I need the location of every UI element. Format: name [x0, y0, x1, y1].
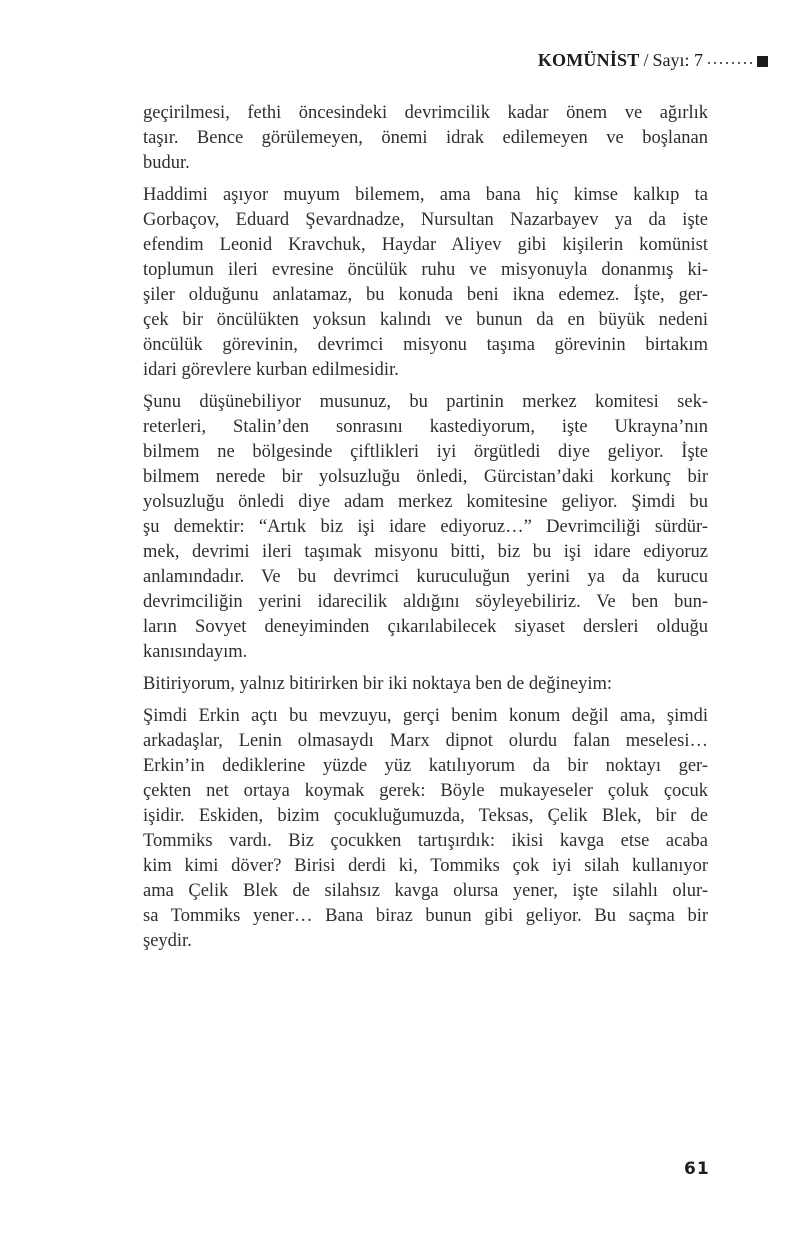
magazine-title: KOMÜNİST	[537, 50, 640, 70]
text-line: arkadaşlar, Lenin olmasaydı Marx dipnot olurdu falan meselesi…	[143, 731, 708, 751]
text-line: çek bir öncülükten yoksun kalındı ve bunun da en büyük nedeni	[143, 310, 708, 330]
text-line: şu demektir: “Artık biz işi idare ediyoruz…” Devrimciliği sürdür-	[143, 517, 708, 537]
text-line: şiler olduğunu anlatamaz, bu konuda beni ikna edemez. İşte, ger-	[143, 285, 708, 305]
text-line: kim kimi döver? Birisi derdi ki, Tommiks çok iyi silah kullanıyor	[143, 856, 708, 876]
text-line: devrimciliğin yerini idarecilik aldığını söyleyebiliriz. Ve ben bun-	[143, 592, 708, 612]
text-line: Şunu düşünebiliyor musunuz, bu partinin merkez komitesi sek-	[143, 392, 708, 412]
paragraph	[143, 101, 708, 176]
text-line: ların Sovyet deneyiminden çıkarılabilecek siyaset dersleri olduğu	[143, 617, 708, 637]
text-line: Şimdi Erkin açtı bu mevzuyu, gerçi benim konum değil ama, şimdi	[143, 706, 708, 726]
article-body	[143, 101, 708, 961]
text-line: taşır. Bence görülemeyen, önemi idrak edilemeyen ve boşlanan	[143, 128, 708, 148]
paragraph	[143, 704, 708, 954]
header-separator: /	[643, 50, 649, 70]
text-line: işidir. Eskiden, bizim çocukluğumuzda, Teksas, Çelik Blek, bir de	[143, 806, 708, 826]
text-line: toplumun ileri evresine öncülük ruhu ve misyonuyla donanmış ki-	[143, 260, 708, 280]
text-line: çekten net ortaya koymak gerek: Böyle mukayeseler çoluk çocuk	[143, 781, 708, 801]
text-line: bilmem nerede bir yolsuzluğu önledi, Gürcistan’daki korkunç bir	[143, 467, 708, 487]
text-line: mek, devrimi ileri taşımak misyonu bitti, biz bu işi idare ediyoruz	[143, 542, 708, 562]
text-line: budur.	[143, 153, 190, 173]
text-line: geçirilmesi, fethi öncesindeki devrimcilik kadar önem ve ağırlık	[143, 103, 708, 123]
issue-number-label: Sayı: 7	[652, 50, 703, 70]
text-line: efendim Leonid Kravchuk, Haydar Aliyev gibi kişilerin komünist	[143, 235, 708, 255]
text-line: şeydir.	[143, 931, 192, 951]
text-line: Erkin’in dediklerine yüzde yüz katılıyorum da bir noktayı ger-	[143, 756, 708, 776]
page-number: 61	[684, 1159, 710, 1179]
text-line: kanısındayım.	[143, 642, 248, 662]
text-line: Haddimi aşıyor muyum bilemem, ama bana hiç kimse kalkıp ta	[143, 185, 708, 205]
paragraph	[143, 183, 708, 383]
paragraph	[143, 672, 708, 697]
text-line: idari görevlere kurban edilmesidir.	[143, 360, 399, 380]
running-header	[538, 50, 768, 70]
text-line: Bitiriyorum, yalnız bitirirken bir iki noktaya ben de değineyim:	[143, 674, 613, 694]
text-line: bilmem ne bölgesinde çiftlikleri iyi örgütledi diye geliyor. İşte	[143, 442, 708, 462]
dotted-leader-rule	[708, 62, 754, 64]
text-line: ama Çelik Blek de silahsız kavga olursa yener, işte silahlı olur-	[143, 881, 708, 901]
text-line: öncülük görevinin, devrimci misyonu taşıma görevinin birtakım	[143, 335, 708, 355]
text-line: Tommiks vardı. Biz çocukken tartışırdık: ikisi kavga etse acaba	[143, 831, 708, 851]
text-line: Gorbaçov, Eduard Şevardnadze, Nursultan Nazarbayev ya da işte	[143, 210, 708, 230]
text-line: reterleri, Stalin’den sonrasını kastediyorum, işte Ukrayna’nın	[143, 417, 708, 437]
corner-square-marker	[757, 56, 768, 67]
paragraph	[143, 390, 708, 665]
text-line: sa Tommiks yener… Bana biraz bunun gibi geliyor. Bu saçma bir	[143, 906, 708, 926]
text-line: anlamındadır. Ve bu devrimci kuruculuğun yerini ya da kurucu	[143, 567, 708, 587]
text-line: yolsuzluğu önledi diye adam merkez komitesine geliyor. Şimdi bu	[143, 492, 708, 512]
